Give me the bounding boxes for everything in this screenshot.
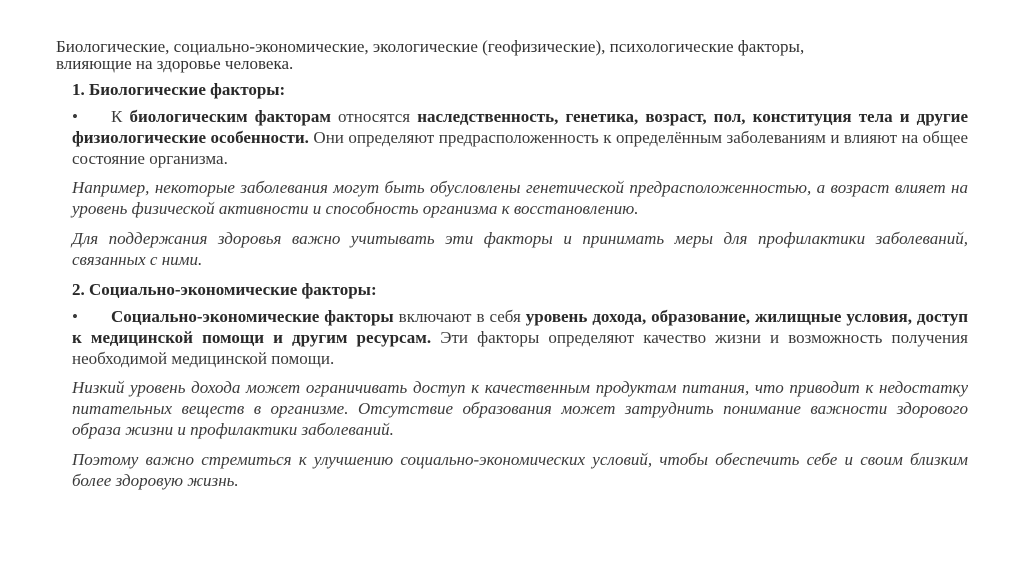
bullet-icon: • bbox=[72, 307, 78, 326]
italic-paragraph: Для поддержания здоровья важно учитывать эти факторы и принимать меры для профилактики заболеваний, связанных с ними. bbox=[72, 229, 968, 269]
text-run: относятся bbox=[330, 107, 418, 126]
text-run: Эти факторы определяют качество жизни и возможность получения необходимой медицинской помощи. bbox=[72, 328, 968, 368]
text-run: К bbox=[111, 107, 130, 126]
text-run: Они определяют предрасположенность к определённым заболеваниям и влияют на общее состояние организма. bbox=[72, 128, 969, 168]
text-run: включают в себя bbox=[393, 307, 526, 326]
page-title bbox=[56, 38, 976, 72]
bullet-paragraph-socioeconomic bbox=[72, 306, 968, 369]
section-heading-biological: 1. Биологические факторы: bbox=[72, 80, 286, 99]
title-line-1: Биологические, социально-экономические, экологические (геофизические), психологические факторы, bbox=[56, 37, 805, 56]
title-line-2: влияющие на здоровье человека. bbox=[56, 54, 294, 73]
bold-term: наследственность, генетика, возраст, пол, конституция тела и другие физиологические особенности. bbox=[72, 107, 968, 147]
bullet-paragraph-biological bbox=[72, 106, 968, 169]
section-heading-socioeconomic: 2. Социально-экономические факторы: bbox=[72, 280, 377, 299]
italic-paragraph: Поэтому важно стремиться к улучшению социально-экономических условий, чтобы обеспечить себе и своим близким более здоровую жизнь. bbox=[72, 450, 968, 490]
bold-term: биологическим факторам bbox=[129, 107, 331, 126]
bullet-icon: • bbox=[72, 107, 78, 126]
bold-term: уровень дохода, образование, жилищные условия, доступ к медицинской помощи и другим ресурсам. bbox=[72, 307, 968, 347]
italic-paragraph: Низкий уровень дохода может ограничивать доступ к качественным продуктам питания, что приводит к недостатку питательных веществ в организме. Отсутствие образования может затруднить понимание важности здорового образа жизни и профилактики заболеваний. bbox=[72, 378, 968, 439]
italic-paragraph: Например, некоторые заболевания могут быть обусловлены генетической предрасположенностью, а возраст влияет на уровень физической активности и способность организма к восстановлению. bbox=[72, 178, 968, 218]
bold-term: Социально-экономические факторы bbox=[111, 307, 394, 326]
content-body bbox=[72, 79, 968, 500]
